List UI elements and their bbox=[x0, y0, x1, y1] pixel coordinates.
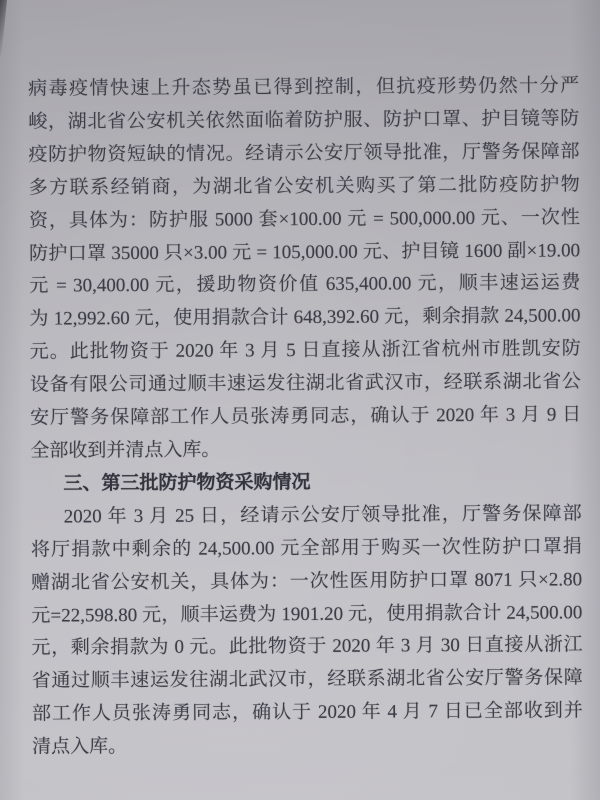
document-line: 多方联系经销商，为湖北省公安机关购买了第二批防疫防护物 bbox=[28, 174, 580, 199]
document-line: 省通过顺丰速运发往湖北武汉市，经联系湖北省公安厅警务保障 bbox=[31, 667, 583, 692]
photo-corner-shadow bbox=[0, 0, 7, 56]
document-line: 元。此批物资于 2020 年 3 月 5 日直接从浙江省杭州市胜凯安防 bbox=[29, 338, 581, 363]
document-body bbox=[28, 70, 583, 764]
section-heading: 三、第三批防护物资采购情况 bbox=[63, 471, 311, 495]
document-line: 病毒疫情快速上升态势虽已得到控制，但抗疫形势仍然十分严 bbox=[28, 75, 580, 100]
document-line: 防护口罩 35000 只×3.00 元 = 105,000.00 元、护目镜 1600 副×19.00 bbox=[29, 239, 581, 265]
document-line: 疫防护物资短缺的情况。经请示公安厅领导批准，厅警务保障部 bbox=[28, 141, 580, 166]
document-line: 2020 年 3 月 25 日，经请示公安厅领导批准，厅警务保障部 bbox=[63, 503, 582, 528]
document-line: 将厅捐款中剩余的 24,500.00 元全部用于购买一次性防护口罩捐 bbox=[30, 535, 582, 561]
document-line: 元=22,598.80 元，顺丰运费为 1901.20 元，使用捐款合计 24,500.00 bbox=[31, 601, 583, 627]
document-line: 资，具体为：防护服 5000 套×100.00 元 = 500,000.00 元、一次性 bbox=[28, 206, 580, 232]
document-line: 赠湖北省公安机关，具体为：一次性医用防护口罩 8071 只×2.80 bbox=[31, 568, 583, 594]
document-line: 设备有限公司通过顺丰速运发往湖北省武汉市，经联系湖北省公 bbox=[29, 371, 581, 396]
document-line: 元，剩余捐款为 0 元。此批物资于 2020 年 3 月 30 日直接从浙江 bbox=[31, 634, 583, 660]
document-line: 全部收到并清点入库。 bbox=[30, 439, 221, 462]
document-line: 元 = 30,400.00 元，援助物资价值 635,400.00 元，顺丰速运运费 bbox=[29, 272, 581, 298]
document-line: 部工作人员张涛勇同志，确认于 2020 年 4 月 7 日已全部收到并 bbox=[31, 700, 583, 725]
document-line: 安厅警务保障部工作人员张涛勇同志，确认于 2020 年 3 月 9 日 bbox=[30, 404, 582, 429]
document-line: 峻，湖北省公安机关依然面临着防护服、防护口罩、护目镜等防 bbox=[28, 108, 580, 133]
document-line: 清点入库。 bbox=[32, 736, 128, 758]
document-line: 为 12,992.60 元，使用捐款合计 648,392.60 元，剩余捐款 24,500.00 bbox=[29, 305, 581, 331]
